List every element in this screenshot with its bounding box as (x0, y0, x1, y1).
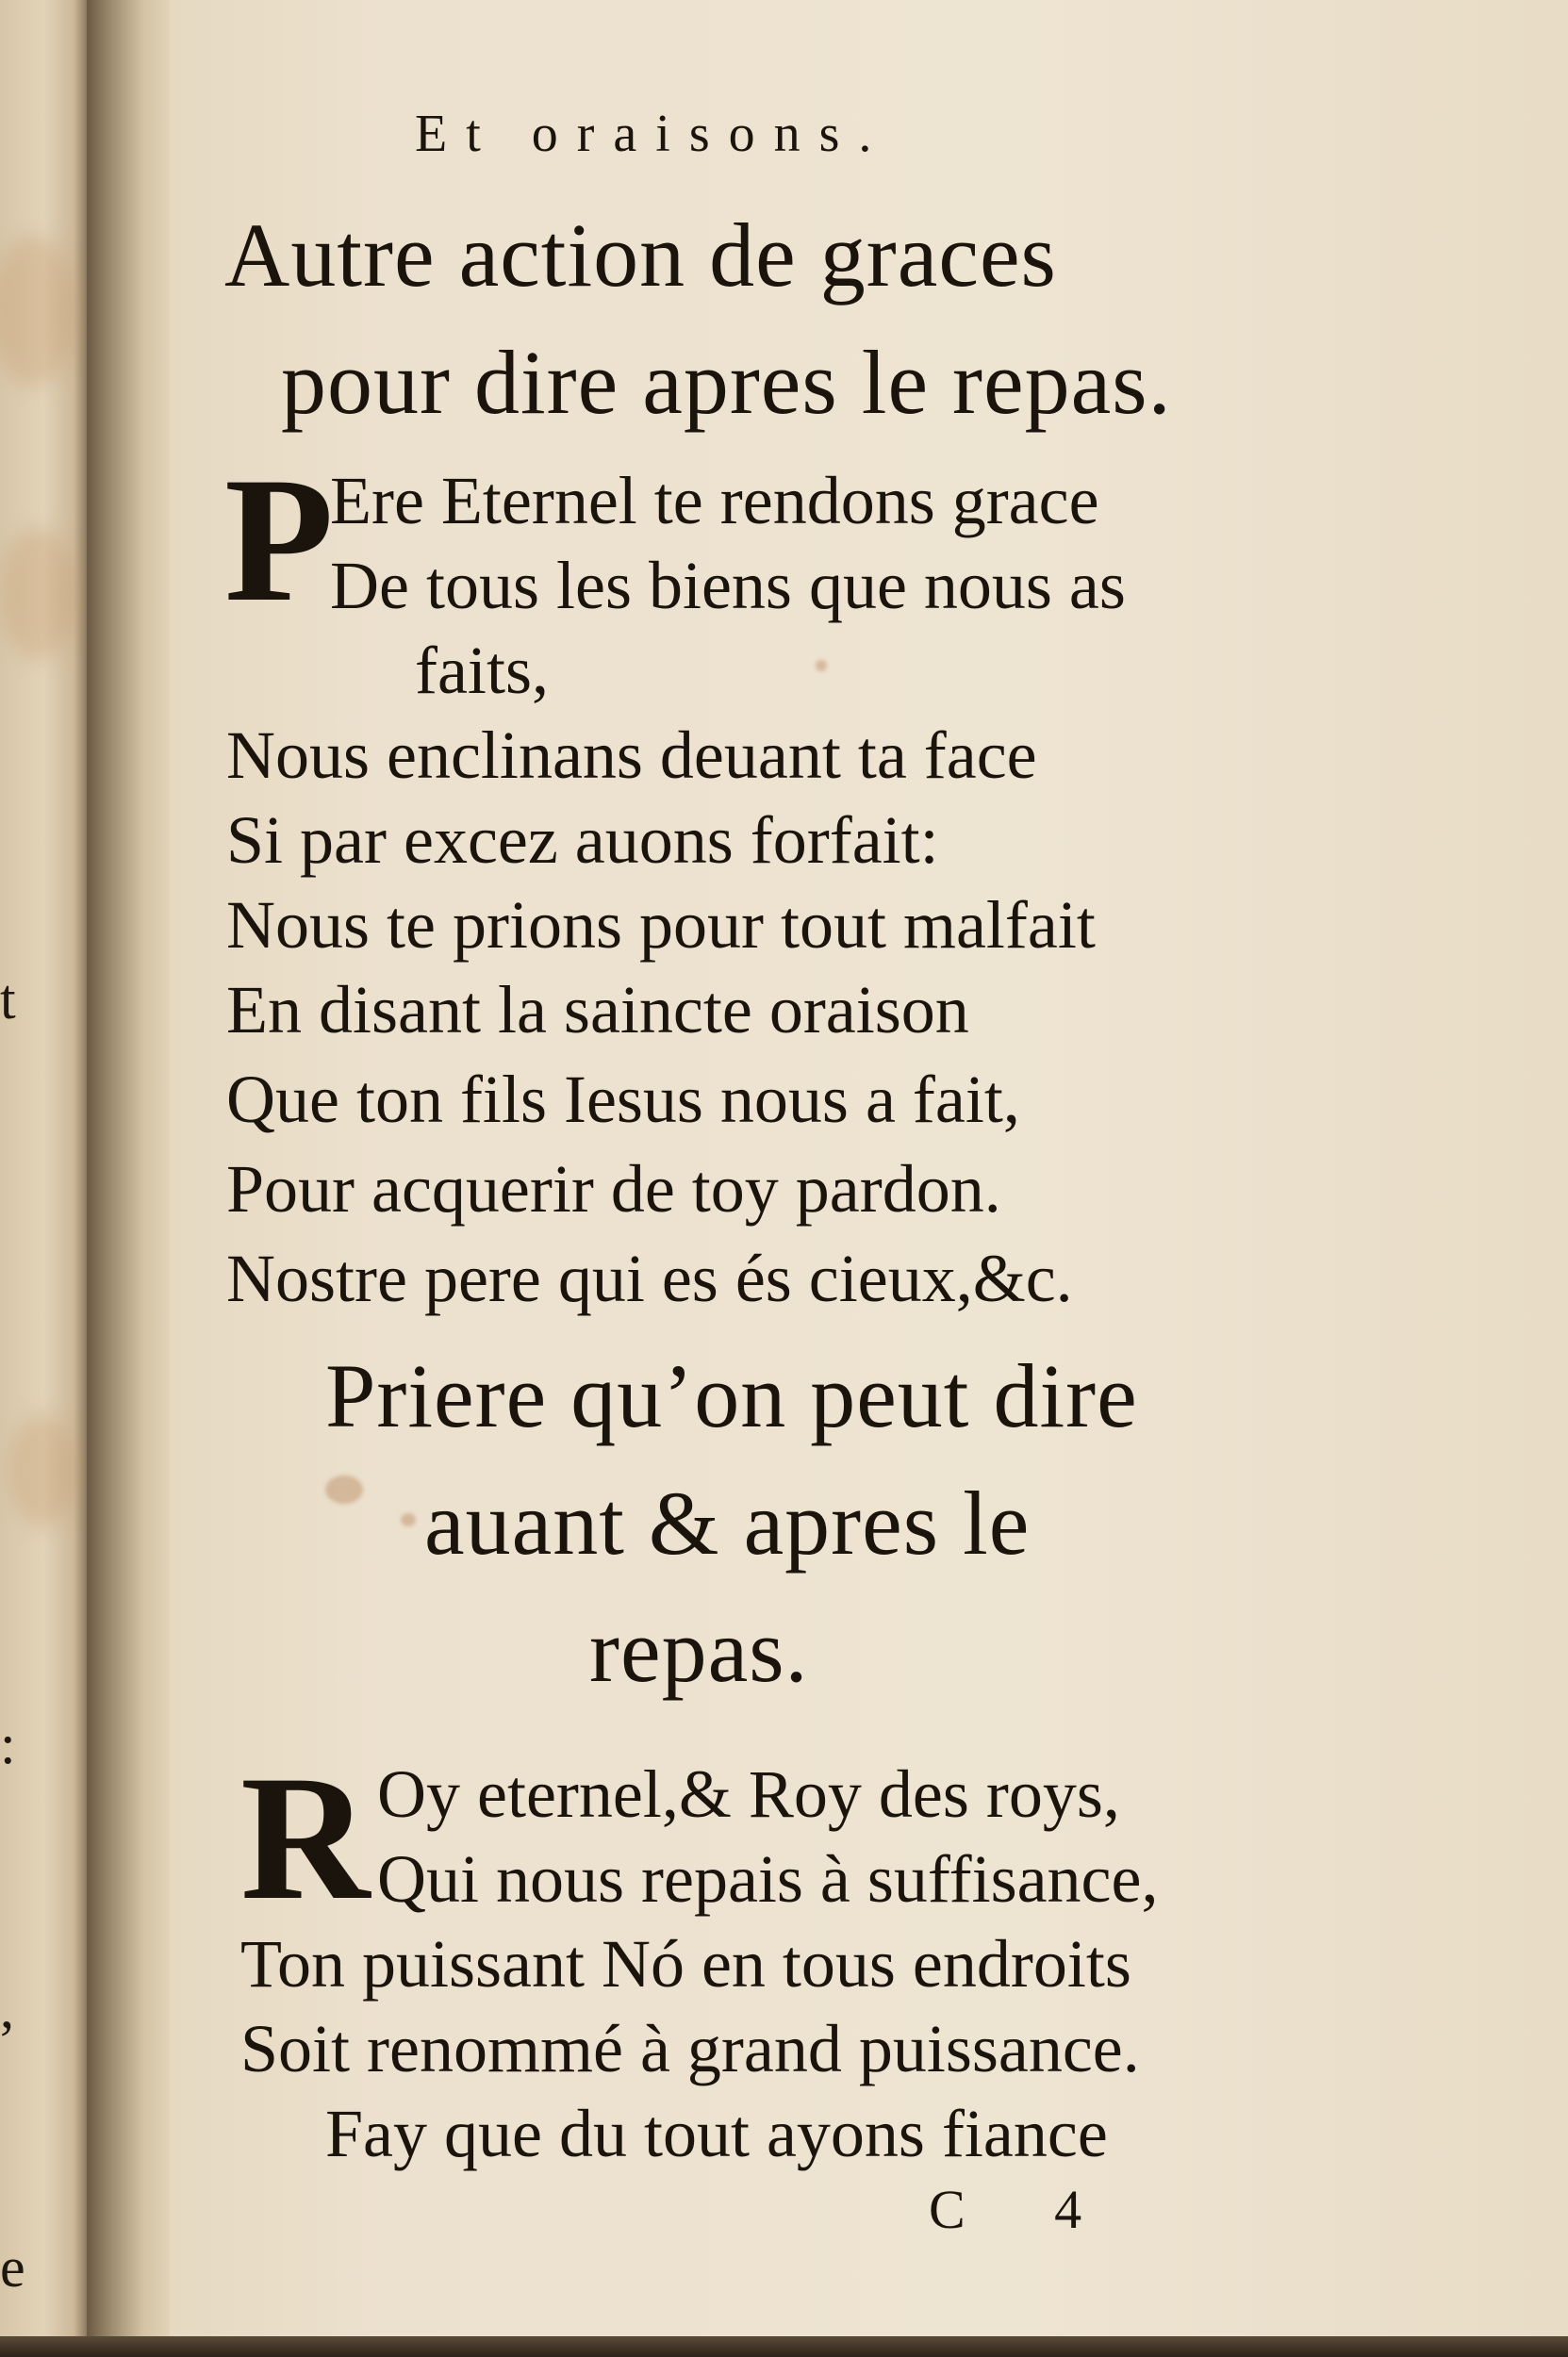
section-title-line: auant & apres le (424, 1473, 1031, 1574)
verse-line: faits, (415, 633, 549, 708)
section-title-line: Autre action de graces (224, 205, 1057, 305)
verse-line: De tous les biens que nous as (330, 548, 1126, 623)
verse-line: Oy eternel,& Roy des roys, (377, 1756, 1120, 1832)
verse-line: Nous te prions pour tout malfait (226, 887, 1096, 963)
verse-line: Ton puissant Nó en tous endroits (240, 1926, 1131, 2002)
verse-line: Qui nous repais à suffisance, (377, 1841, 1159, 1917)
drop-cap: R (240, 1739, 371, 1937)
verse-line: Nous enclinans deuant ta face (226, 717, 1037, 793)
section-title-line: pour dire apres le repas. (281, 332, 1172, 433)
page-bottom-edge (0, 2336, 1568, 2357)
verse-line: Que ton fils Iesus nous a fait, (226, 1062, 1020, 1137)
section-title-line: Priere qu’on peut dire (325, 1345, 1138, 1446)
verse-line: Ere Eternel te rendons grace (330, 463, 1099, 538)
verse-line: Nostre pere qui es és cieux,&c. (226, 1241, 1073, 1316)
section-title-line: repas. (589, 1600, 809, 1701)
verse-line: Pour acquerir de toy pardon. (226, 1151, 1001, 1227)
book-gutter (87, 0, 181, 2357)
left-page-fragment: : (0, 1713, 16, 1775)
verse-line: En disant la saincte oraison (226, 972, 969, 1047)
signature-mark: C 4 (929, 2179, 1120, 2240)
left-page-fragment: e (0, 2236, 25, 2299)
verse-line: Si par excez auons forfait: (226, 802, 939, 878)
verse-line: Fay que du tout ayons fiance (325, 2096, 1108, 2171)
drop-cap: P (224, 441, 335, 639)
left-page-edge (0, 0, 87, 2357)
verse-line: Soit renommé à grand puissance. (240, 2011, 1140, 2086)
left-page-fragment: , (0, 1977, 14, 2039)
left-page-fragment: t (0, 968, 16, 1030)
running-head: Et oraisons. (415, 105, 891, 163)
